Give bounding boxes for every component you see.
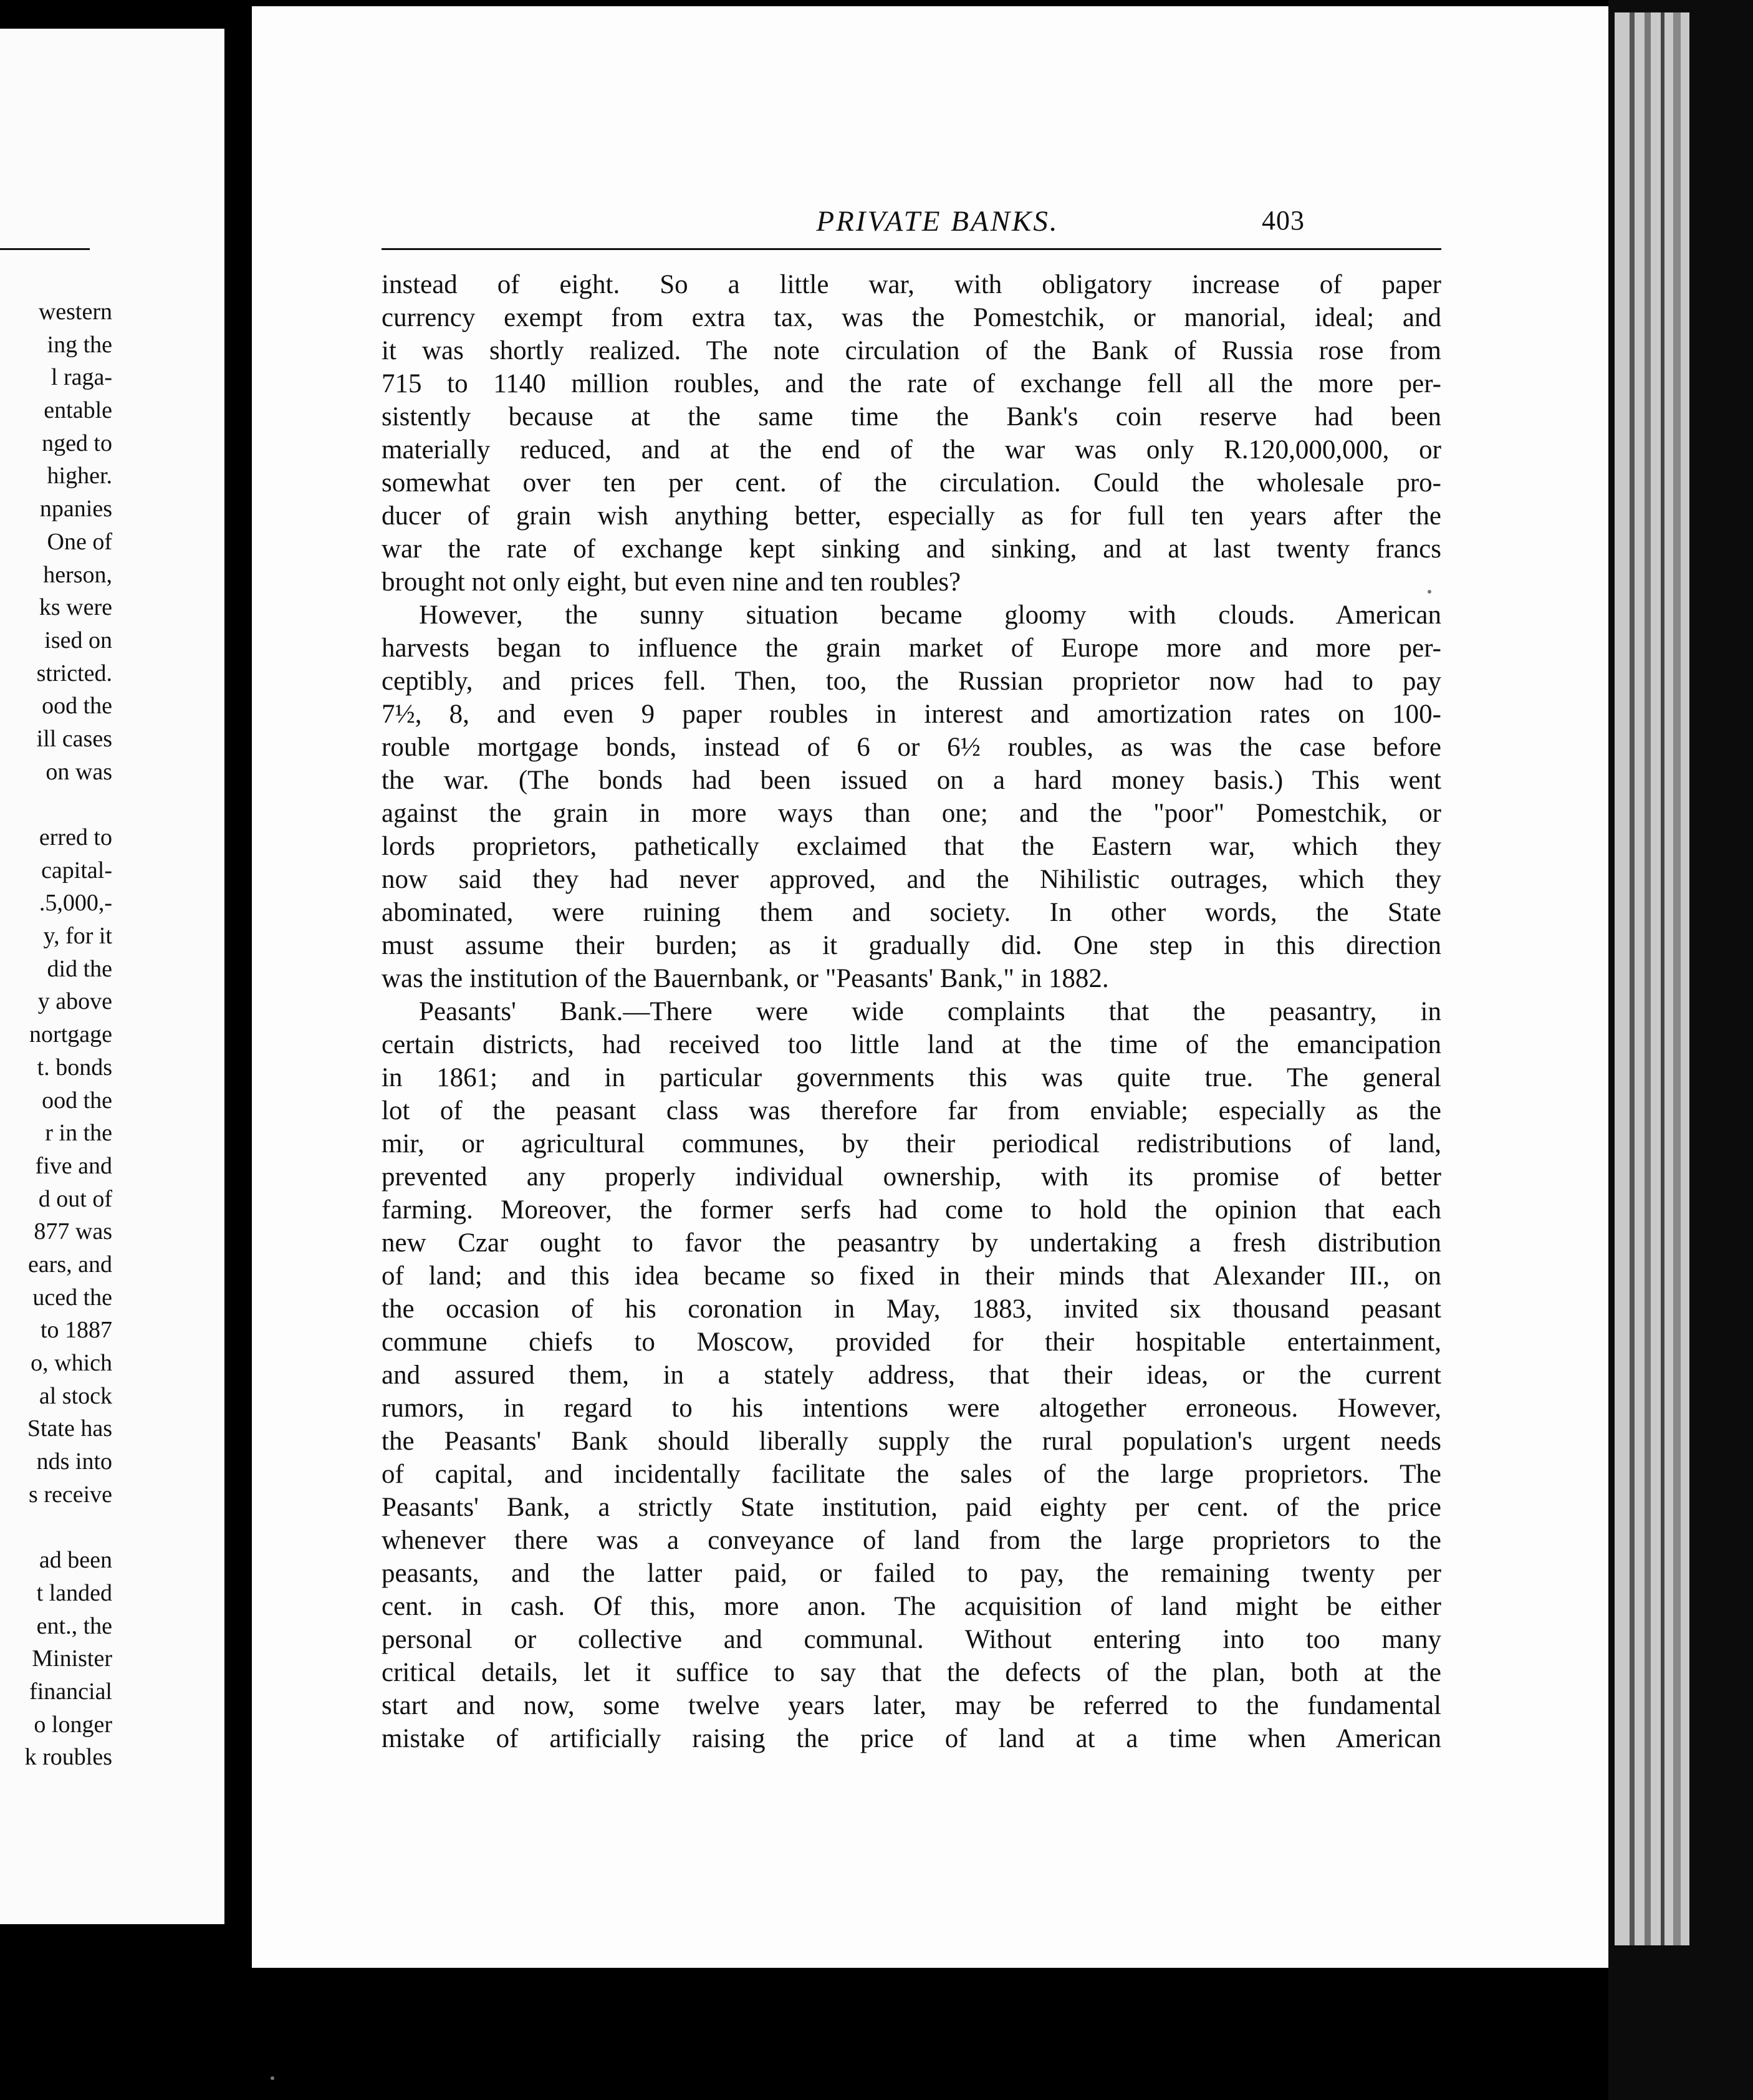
text-line: prevented any properly individual ownership, with its promise of better [382,1162,1441,1192]
facing-page-line: herson, [43,561,112,588]
facing-page-line: k roubles [24,1744,112,1771]
paper-speck [1428,590,1431,594]
facing-page-line [0,1511,112,1544]
text-line: personal or collective and communal. Without entering into too many [382,1625,1441,1654]
facing-page-line: ill cases [36,725,112,752]
facing-page-line: ad been [39,1547,112,1574]
facing-page-line: t. bonds [37,1054,112,1081]
facing-page-line: State has [27,1415,112,1442]
text-line: war the rate of exchange kept sinking and sinking, and at last twenty francs [382,534,1441,564]
facing-page-line: western [38,299,112,325]
facing-page-line: nortgage [29,1021,112,1048]
facing-page-line: ood the [42,693,112,720]
facing-page-line: on was [46,758,112,785]
facing-page-line: nged to [42,430,112,456]
facing-page-line: Minister [26,1645,112,1672]
facing-page-line: o, which [31,1350,112,1376]
book-page [252,6,1608,1968]
facing-page-line: One of [41,528,112,555]
facing-page-line: ks were [39,594,112,621]
paper-speck [271,2076,274,2080]
text-line: instead of eight. So a little war, with obligatory increase of paper [382,270,1441,299]
text-line: new Czar ought to favor the peasantry by undertaking a fresh distribution [382,1228,1441,1258]
text-line: rouble mortgage bonds, instead of 6 or 6½ roubles, as was the case before [382,733,1441,762]
text-line: of capital, and incidentally facilitate the sales of the large proprietors. The [382,1460,1441,1489]
facing-page-line: d out of [38,1185,112,1212]
facing-page-line: capital- [35,857,112,884]
facing-page-line: nds into [36,1448,112,1475]
text-line: certain districts, had received too little land at the time of the emancipation [382,1030,1441,1059]
text-line: mistake of artificially raising the price of land at a time when American [382,1724,1441,1753]
facing-page-line: 877 was [34,1218,112,1245]
text-line: it was shortly realized. The note circulation of the Bank of Russia rose from [382,336,1441,365]
facing-page [0,29,224,1924]
facing-page-line: stricted. [36,660,112,686]
facing-page-line: financial [23,1678,112,1705]
body-text [382,268,1441,1755]
page-edge-stack [1608,0,1753,2100]
facing-page-line: y, for it [43,923,112,950]
text-line: ceptibly, and prices fell. Then, too, the Russian proprietor now had to pay [382,667,1441,696]
facing-page-line: npanies [39,496,112,523]
facing-page-line: did the [41,955,112,982]
text-line: ducer of grain wish anything better, especially as for full ten years after the [382,501,1441,531]
text-line: must assume their burden; as it gradually did. One step in this direction [382,931,1441,960]
text-line: was the institution of the Bauernbank, or "Peasants' Bank," in 1882. [382,964,1109,993]
text-line: harvests began to influence the grain market of Europe more and more per- [382,633,1441,663]
facing-page-line: o longer [34,1711,112,1738]
facing-page-line: to 1887 [34,1317,112,1344]
text-line: farming. Moreover, the former serfs had come to hold the opinion that each [382,1195,1441,1225]
text-line: peasants, and the latter paid, or failed to pay, the remaining twenty per [382,1559,1441,1588]
text-line: rumors, in regard to his intentions were altogether erroneous. However, [382,1394,1441,1423]
facing-page-line: r in the [45,1120,112,1147]
text-line: the Peasants' Bank should liberally supply the rural population's urgent needs [382,1427,1441,1456]
page-gutter [224,0,252,2100]
facing-page-line: l raga- [50,364,112,391]
facing-page-line: higher. [41,463,112,489]
page-number: 403 [1262,205,1305,236]
text-line: However, the sunny situation became gloomy with clouds. American [419,600,1441,630]
facing-page-line: uced the [32,1284,112,1311]
facing-page-line: t landed [36,1579,112,1606]
text-line: whenever there was a conveyance of land from the large proprietors to the [382,1526,1441,1555]
text-line: currency exempt from extra tax, was the Pomestchik, or manorial, ideal; and [382,303,1441,332]
text-line: and assured them, in a stately address, that their ideas, or the current [382,1361,1441,1390]
text-line: start and now, some twelve years later, may be referred to the fundamental [382,1691,1441,1720]
text-line: commune chiefs to Moscow, provided for their hospitable entertainment, [382,1327,1441,1357]
text-line: mir, or agricultural communes, by their periodical redistributions of land, [382,1129,1441,1158]
facing-page-line: erred to [39,824,112,850]
text-line: Peasants' Bank, a strictly State institution, paid eighty per cent. of the price [382,1493,1441,1522]
text-line: 7½, 8, and even 9 paper roubles in interest and amortization rates on 100- [382,700,1441,729]
facing-page-line: ears, and [27,1251,112,1278]
facing-page-line: s receive [29,1481,112,1508]
facing-page-line: ing the [47,331,112,358]
facing-page-line: al stock [39,1382,112,1409]
text-line: abominated, were ruining them and society. In other words, the State [382,898,1441,927]
text-line: now said they had never approved, and the Nihilistic outrages, which they [382,865,1441,894]
text-line: somewhat over ten per cent. of the circulation. Could the wholesale pro- [382,468,1441,498]
text-line: 715 to 1140 million roubles, and the rate of exchange fell all the more per- [382,369,1441,398]
text-line: the war. (The bonds had been issued on a hard money basis.) This went [382,766,1441,795]
text-line: lot of the peasant class was therefore far from enviable; especially as the [382,1096,1441,1125]
facing-page-line: ised on [44,627,112,653]
text-line: cent. in cash. Of this, more anon. The acquisition of land might be either [382,1592,1441,1621]
text-line: materially reduced, and at the end of the war was only R.120,000,000, or [382,435,1441,465]
facing-page-line: ent., the [36,1612,112,1639]
text-line: sistently because at the same time the Bank's coin reserve had been [382,402,1441,431]
facing-page-line: entable [44,397,112,424]
facing-page-line [0,788,112,821]
text-line: critical details, let it suffice to say that the defects of the plan, both at the [382,1658,1441,1687]
facing-page-line: five and [35,1152,112,1179]
header-rule [382,248,1441,250]
text-line: brought not only eight, but even nine and ten roubles? [382,567,961,597]
facing-page-header-rule [0,248,90,250]
facing-page-line: y above [37,988,112,1015]
text-line: against the grain in more ways than one; and the "poor" Pomestchik, or [382,799,1441,828]
text-line: Peasants' Bank.—There were wide complaints that the peasantry, in [419,997,1441,1026]
text-line: the occasion of his coronation in May, 1883, invited six thousand peasant [382,1294,1441,1324]
running-title: PRIVATE BANKS. [816,205,1059,238]
text-line: of land; and this idea became so fixed in their minds that Alexander III., on [382,1261,1441,1291]
text-line: in 1861; and in particular governments this was quite true. The general [382,1063,1441,1092]
facing-page-line: .5,000,- [39,890,112,917]
facing-page-text [0,296,112,1774]
facing-page-line: ood the [42,1087,112,1114]
text-line: lords proprietors, pathetically exclaimed that the Eastern war, which they [382,832,1441,861]
